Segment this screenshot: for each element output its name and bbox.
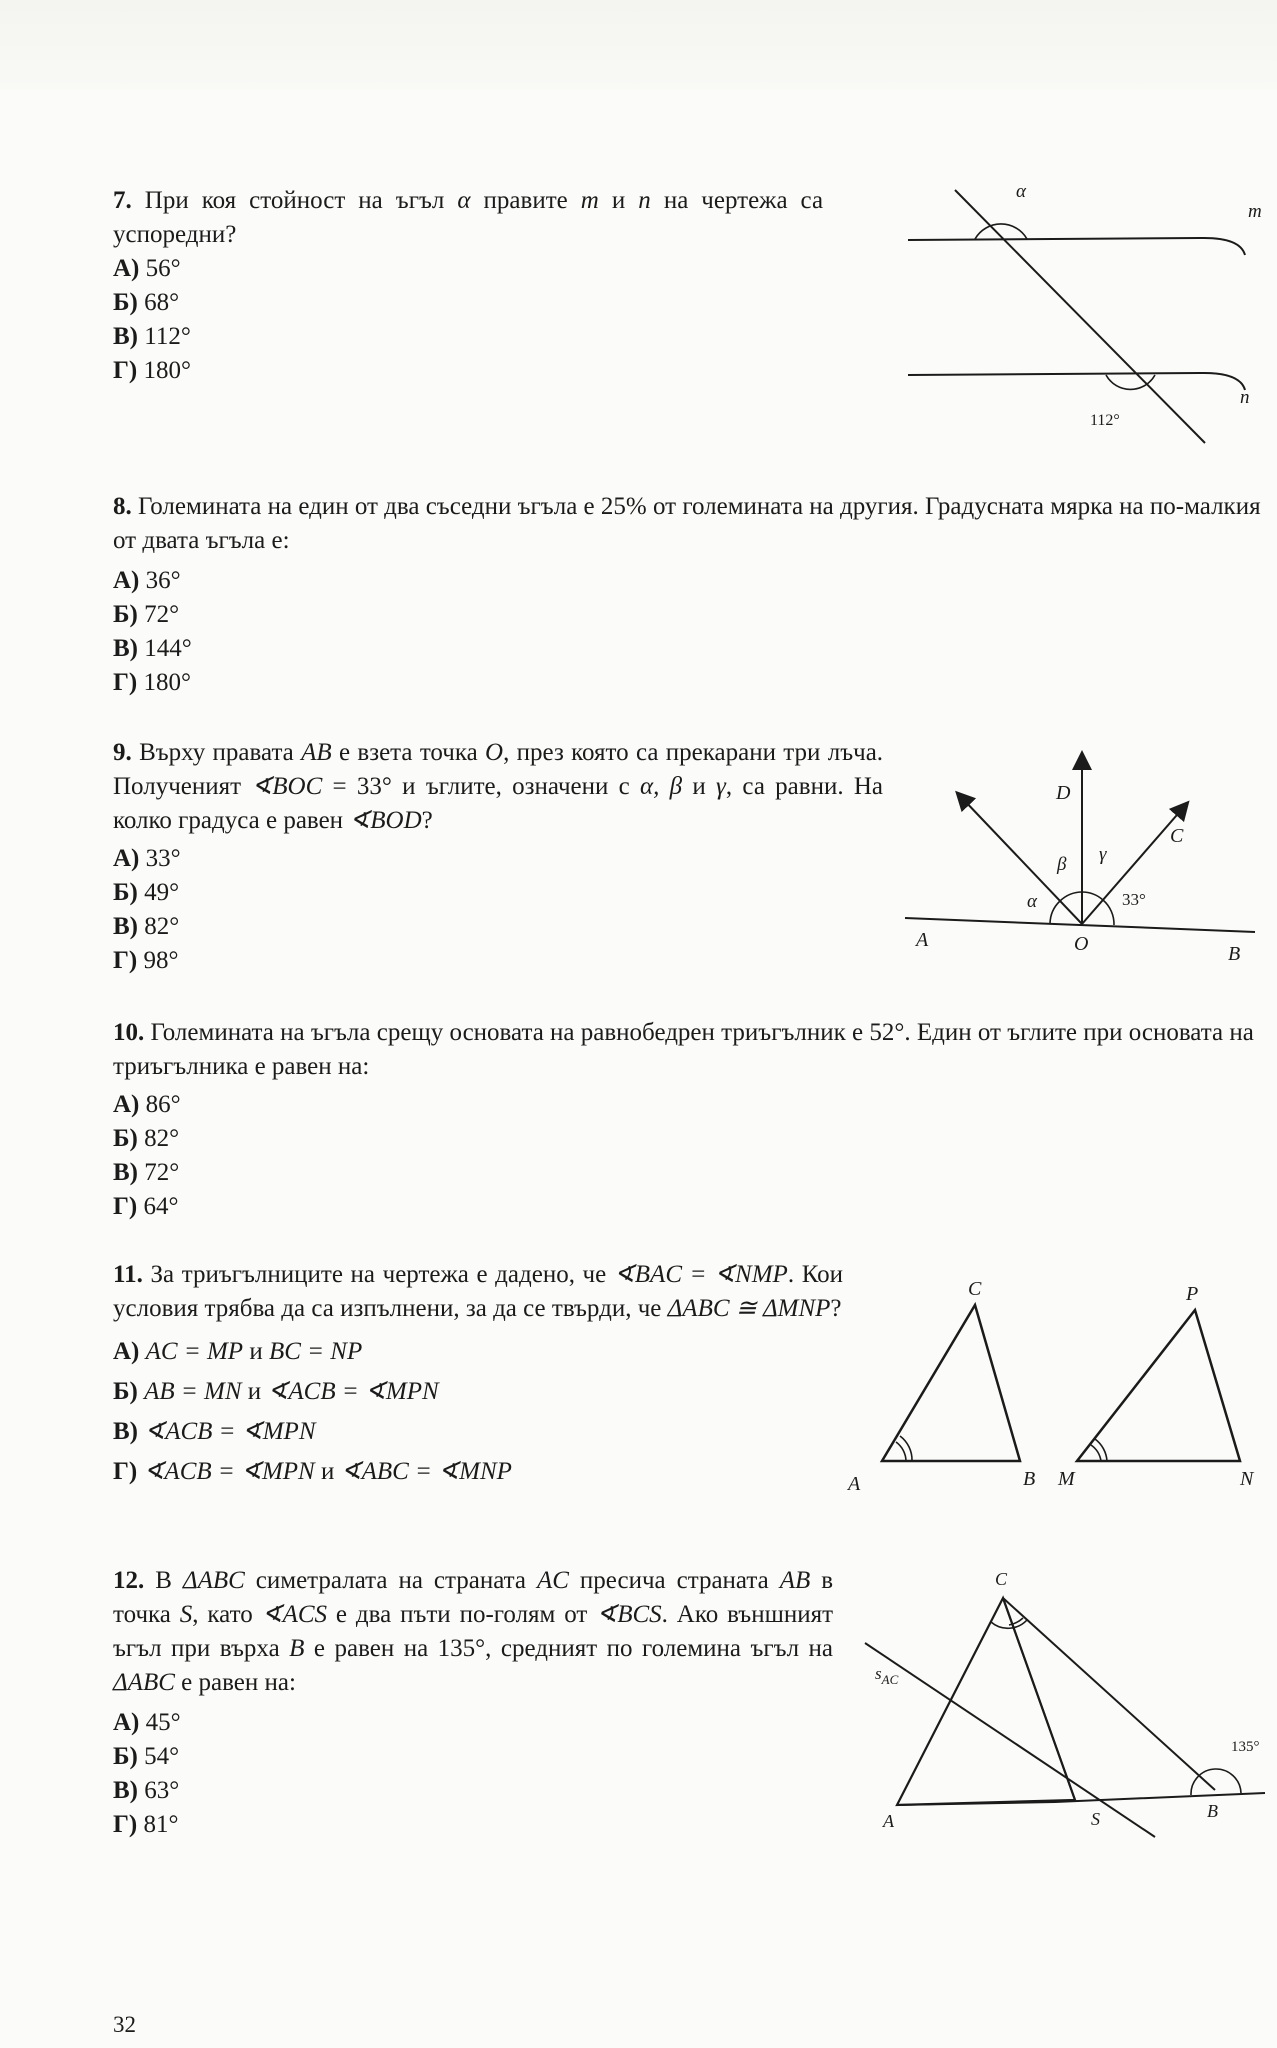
math-gamma: γ xyxy=(716,773,726,800)
option-label: Б) xyxy=(113,289,138,316)
option-value: 36° xyxy=(145,567,181,594)
option-b[interactable] xyxy=(113,286,823,320)
option-value: 64° xyxy=(143,1193,179,1220)
question-number: 7. xyxy=(113,187,132,214)
stem-text: в точка xyxy=(113,1567,834,1628)
option-conj: и xyxy=(321,1458,335,1485)
math-abc: ΔABC xyxy=(182,1567,245,1594)
stem-text: и xyxy=(611,187,626,214)
option-label: В) xyxy=(113,1777,138,1804)
stem-text: симетралата на страната xyxy=(255,1567,526,1594)
option-part: ∢ABC = ∢MNP xyxy=(340,1458,512,1485)
label-c: C xyxy=(1170,825,1184,847)
option-c[interactable] xyxy=(113,320,823,354)
label-m: m xyxy=(1248,201,1262,222)
option-label: А) xyxy=(113,1338,140,1365)
option-part: ∢ACB = ∢MPN xyxy=(144,1418,316,1445)
option-value: 144° xyxy=(144,635,192,662)
stem-text: , са равни. На колко градуса е равен xyxy=(113,773,884,834)
label-a: A xyxy=(916,929,929,951)
math-boc: ∢BOC xyxy=(251,773,323,800)
line-n xyxy=(908,373,1245,390)
triangle-mnp xyxy=(1077,1310,1240,1461)
option-c[interactable] xyxy=(113,632,1263,666)
option-value: 82° xyxy=(144,913,180,940)
label-p: P xyxy=(1186,1283,1199,1305)
question-10-options xyxy=(113,1088,1263,1224)
stem-text: = 33° и ъглите, означени с xyxy=(332,773,630,800)
math-bod: ∢BOD xyxy=(349,807,422,834)
label-m: M xyxy=(1058,1468,1075,1490)
math-ab: AB xyxy=(779,1567,811,1594)
math-bcs: ∢BCS xyxy=(596,1601,662,1628)
option-label: Б) xyxy=(113,879,138,906)
option-d[interactable] xyxy=(113,1452,843,1492)
transversal xyxy=(955,190,1205,443)
option-c[interactable] xyxy=(113,1156,1263,1190)
option-label: Г) xyxy=(113,1458,138,1485)
question-9 xyxy=(113,736,883,978)
arc-33 xyxy=(1103,900,1114,925)
option-label: А) xyxy=(113,567,140,594)
option-a[interactable] xyxy=(113,1332,843,1372)
option-part: ∢ACB = ∢MPN xyxy=(143,1458,315,1485)
question-9-options xyxy=(113,842,883,978)
label-alpha: α xyxy=(1027,891,1037,912)
label-beta: β xyxy=(1057,854,1067,875)
stem-text: ? xyxy=(830,1295,842,1322)
stem-text: е равен на: xyxy=(181,1669,296,1696)
question-11-options xyxy=(113,1332,843,1492)
option-label: Б) xyxy=(113,1378,138,1405)
label-sac-subscript: AC xyxy=(881,1672,899,1687)
angle-135-arc xyxy=(1191,1769,1241,1795)
option-label: Г) xyxy=(113,669,138,696)
stem-text: пресича страната xyxy=(579,1567,769,1594)
question-12-options xyxy=(113,1706,833,1842)
option-d[interactable] xyxy=(113,666,1263,700)
figure-11-triangles xyxy=(840,1265,1270,1505)
stem-text: , като xyxy=(192,1601,253,1628)
option-value: 63° xyxy=(144,1777,180,1804)
label-angle-135: 135° xyxy=(1231,1739,1260,1755)
option-label: В) xyxy=(113,913,138,940)
math-ac: AC xyxy=(536,1567,569,1594)
option-label: А) xyxy=(113,845,140,872)
option-label: Г) xyxy=(113,1811,138,1838)
stem-text: на чертежа са успоредни? xyxy=(113,187,824,248)
question-8 xyxy=(113,490,1263,700)
option-b[interactable] xyxy=(113,598,1263,632)
stem-text: Големината на ъгъла срещу основата на равнобедрен триъгълник е 52°. Един от ъглите при основата на триъгълника е равен на: xyxy=(113,1019,1254,1080)
option-part: AB = MN xyxy=(144,1378,242,1405)
option-a[interactable] xyxy=(113,1088,1263,1122)
option-part: AC = MP xyxy=(145,1338,244,1365)
stem-text: При коя стойност на ъгъл xyxy=(144,187,445,214)
option-c[interactable] xyxy=(113,1412,843,1452)
angle-a-arc xyxy=(896,1442,906,1461)
option-label: Б) xyxy=(113,1125,138,1152)
label-sac-main: s xyxy=(875,1664,882,1683)
stem-text: правите xyxy=(483,187,568,214)
label-angle-33: 33° xyxy=(1122,890,1146,909)
option-d[interactable] xyxy=(113,1808,833,1842)
question-8-stem xyxy=(113,490,1263,558)
figure-9-rays xyxy=(900,750,1270,970)
math-acs: ∢ACS xyxy=(261,1601,328,1628)
angle-c-arc xyxy=(991,1620,1027,1628)
question-number: 8. xyxy=(113,493,132,520)
option-value: 68° xyxy=(144,289,180,316)
option-label: Г) xyxy=(113,947,138,974)
option-b[interactable] xyxy=(113,1122,1263,1156)
option-b[interactable] xyxy=(113,1372,843,1412)
angle-112-arc xyxy=(1106,375,1155,389)
stem-text: Върху правата xyxy=(139,739,294,766)
math-congruence: ΔABC ≅ ΔMNP xyxy=(667,1295,831,1322)
label-c: C xyxy=(968,1278,982,1300)
option-b[interactable] xyxy=(113,876,883,910)
option-label: В) xyxy=(113,323,138,350)
option-c[interactable] xyxy=(113,1774,833,1808)
math-bac-nmp: ∢BAC = ∢NMP xyxy=(613,1261,788,1288)
question-number: 9. xyxy=(113,739,132,766)
arc-gamma xyxy=(1082,892,1103,900)
option-value: 180° xyxy=(143,357,191,384)
label-b: B xyxy=(1207,1801,1218,1821)
line-ab xyxy=(905,918,1255,932)
question-number: 12. xyxy=(113,1567,145,1594)
figure-12-triangle xyxy=(855,1565,1275,1840)
label-d: D xyxy=(1056,782,1071,804)
label-c: C xyxy=(995,1569,1008,1589)
perpendicular-bisector-sac xyxy=(865,1643,1155,1837)
math-alpha-beta: α, β xyxy=(640,773,683,800)
question-11-stem xyxy=(113,1258,843,1326)
stem-text: В xyxy=(155,1567,172,1594)
option-d[interactable] xyxy=(113,944,883,978)
option-value: 45° xyxy=(145,1709,181,1736)
label-n: n xyxy=(1240,387,1250,408)
option-d[interactable] xyxy=(113,354,823,388)
math-b: B xyxy=(289,1635,305,1662)
option-value: 56° xyxy=(145,255,181,282)
option-label: В) xyxy=(113,635,138,662)
option-conj: и xyxy=(247,1378,262,1405)
option-value: 98° xyxy=(143,947,179,974)
math-o: O xyxy=(485,739,504,766)
option-value: 33° xyxy=(145,845,181,872)
stem-text: и xyxy=(692,773,706,800)
option-label: А) xyxy=(113,1091,140,1118)
math-s: S xyxy=(179,1601,193,1628)
question-7-options xyxy=(113,252,823,388)
question-12 xyxy=(113,1564,833,1842)
question-10-stem xyxy=(113,1016,1263,1084)
option-value: 54° xyxy=(144,1743,180,1770)
option-label: А) xyxy=(113,1709,140,1736)
option-label: В) xyxy=(113,1418,138,1445)
math-ab: AB xyxy=(301,739,332,766)
stem-text: е взета точка xyxy=(338,739,478,766)
label-gamma: γ xyxy=(1099,844,1107,865)
math-abc: ΔABC xyxy=(113,1669,175,1696)
option-a[interactable] xyxy=(113,1706,833,1740)
option-a[interactable] xyxy=(113,252,823,286)
page-top-edge xyxy=(0,0,1277,90)
option-value: 86° xyxy=(145,1091,181,1118)
label-a: A xyxy=(848,1473,861,1495)
option-a[interactable] xyxy=(113,564,1263,598)
stem-text: , през която са прекарани три лъча. Полученият xyxy=(113,739,884,800)
figure-7-parallel-lines xyxy=(900,175,1270,450)
stem-text: е равен на 135°, средният по големина ъгъл на xyxy=(313,1635,834,1662)
question-10 xyxy=(113,1016,1263,1224)
question-number: 11. xyxy=(113,1261,143,1288)
option-part: ∢ACB = ∢MPN xyxy=(267,1378,439,1405)
option-value: 72° xyxy=(144,1159,180,1186)
option-part: BC = NP xyxy=(268,1338,363,1365)
option-c[interactable] xyxy=(113,910,883,944)
label-s: S xyxy=(1091,1809,1100,1829)
option-label: Г) xyxy=(113,1193,138,1220)
option-label: Б) xyxy=(113,601,138,628)
label-sac xyxy=(875,1664,899,1687)
alpha-symbol: α xyxy=(457,187,471,214)
option-d[interactable] xyxy=(113,1190,1263,1224)
label-b: B xyxy=(1228,943,1241,965)
line-n-symbol: n xyxy=(638,187,651,214)
triangle-abc xyxy=(897,1598,1075,1805)
stem-text: Големината на един от два съседни ъгъла е 25% от големината на другия. Градусната мярка на по-малкия от двата ъгъла е: xyxy=(113,493,1261,554)
page-number: 32 xyxy=(113,2012,136,2037)
arc-alpha xyxy=(1050,901,1060,924)
arc-beta xyxy=(1060,892,1082,901)
option-value: 112° xyxy=(144,323,191,350)
option-label: Г) xyxy=(113,357,138,384)
option-conj: и xyxy=(249,1338,263,1365)
stem-text: За триъгълниците на чертежа е дадено, че xyxy=(150,1261,607,1288)
label-alpha: α xyxy=(1016,181,1026,202)
stem-text: . Кои условия трябва да са изпълнени, за да се твърди, че xyxy=(113,1261,843,1322)
question-number: 10. xyxy=(113,1019,145,1046)
segment-cb xyxy=(1003,1598,1215,1790)
label-n: N xyxy=(1240,1468,1254,1490)
angle-m-arc xyxy=(1091,1445,1101,1461)
stem-text: ? xyxy=(421,807,433,834)
label-angle-112: 112° xyxy=(1090,412,1120,429)
option-a[interactable] xyxy=(113,842,883,876)
option-value: 82° xyxy=(144,1125,180,1152)
line-m-symbol: m xyxy=(580,187,599,214)
question-8-options xyxy=(113,564,1263,700)
label-a: A xyxy=(883,1811,894,1831)
question-11 xyxy=(113,1258,843,1492)
option-label: В) xyxy=(113,1159,138,1186)
option-value: 72° xyxy=(144,601,180,628)
option-value: 81° xyxy=(143,1811,179,1838)
stem-text: . Ако външният ъгъл при върха xyxy=(113,1601,834,1662)
label-o: O xyxy=(1074,933,1089,955)
option-label: Б) xyxy=(113,1743,138,1770)
option-value: 180° xyxy=(143,669,191,696)
option-value: 49° xyxy=(144,879,180,906)
question-9-stem xyxy=(113,736,883,838)
label-b: B xyxy=(1023,1468,1036,1490)
stem-text: е два пъти по-голям от xyxy=(335,1601,588,1628)
question-12-stem xyxy=(113,1564,833,1700)
line-m xyxy=(908,238,1245,255)
question-7-stem xyxy=(113,184,823,252)
question-7 xyxy=(113,184,823,388)
option-label: А) xyxy=(113,255,140,282)
option-b[interactable] xyxy=(113,1740,833,1774)
